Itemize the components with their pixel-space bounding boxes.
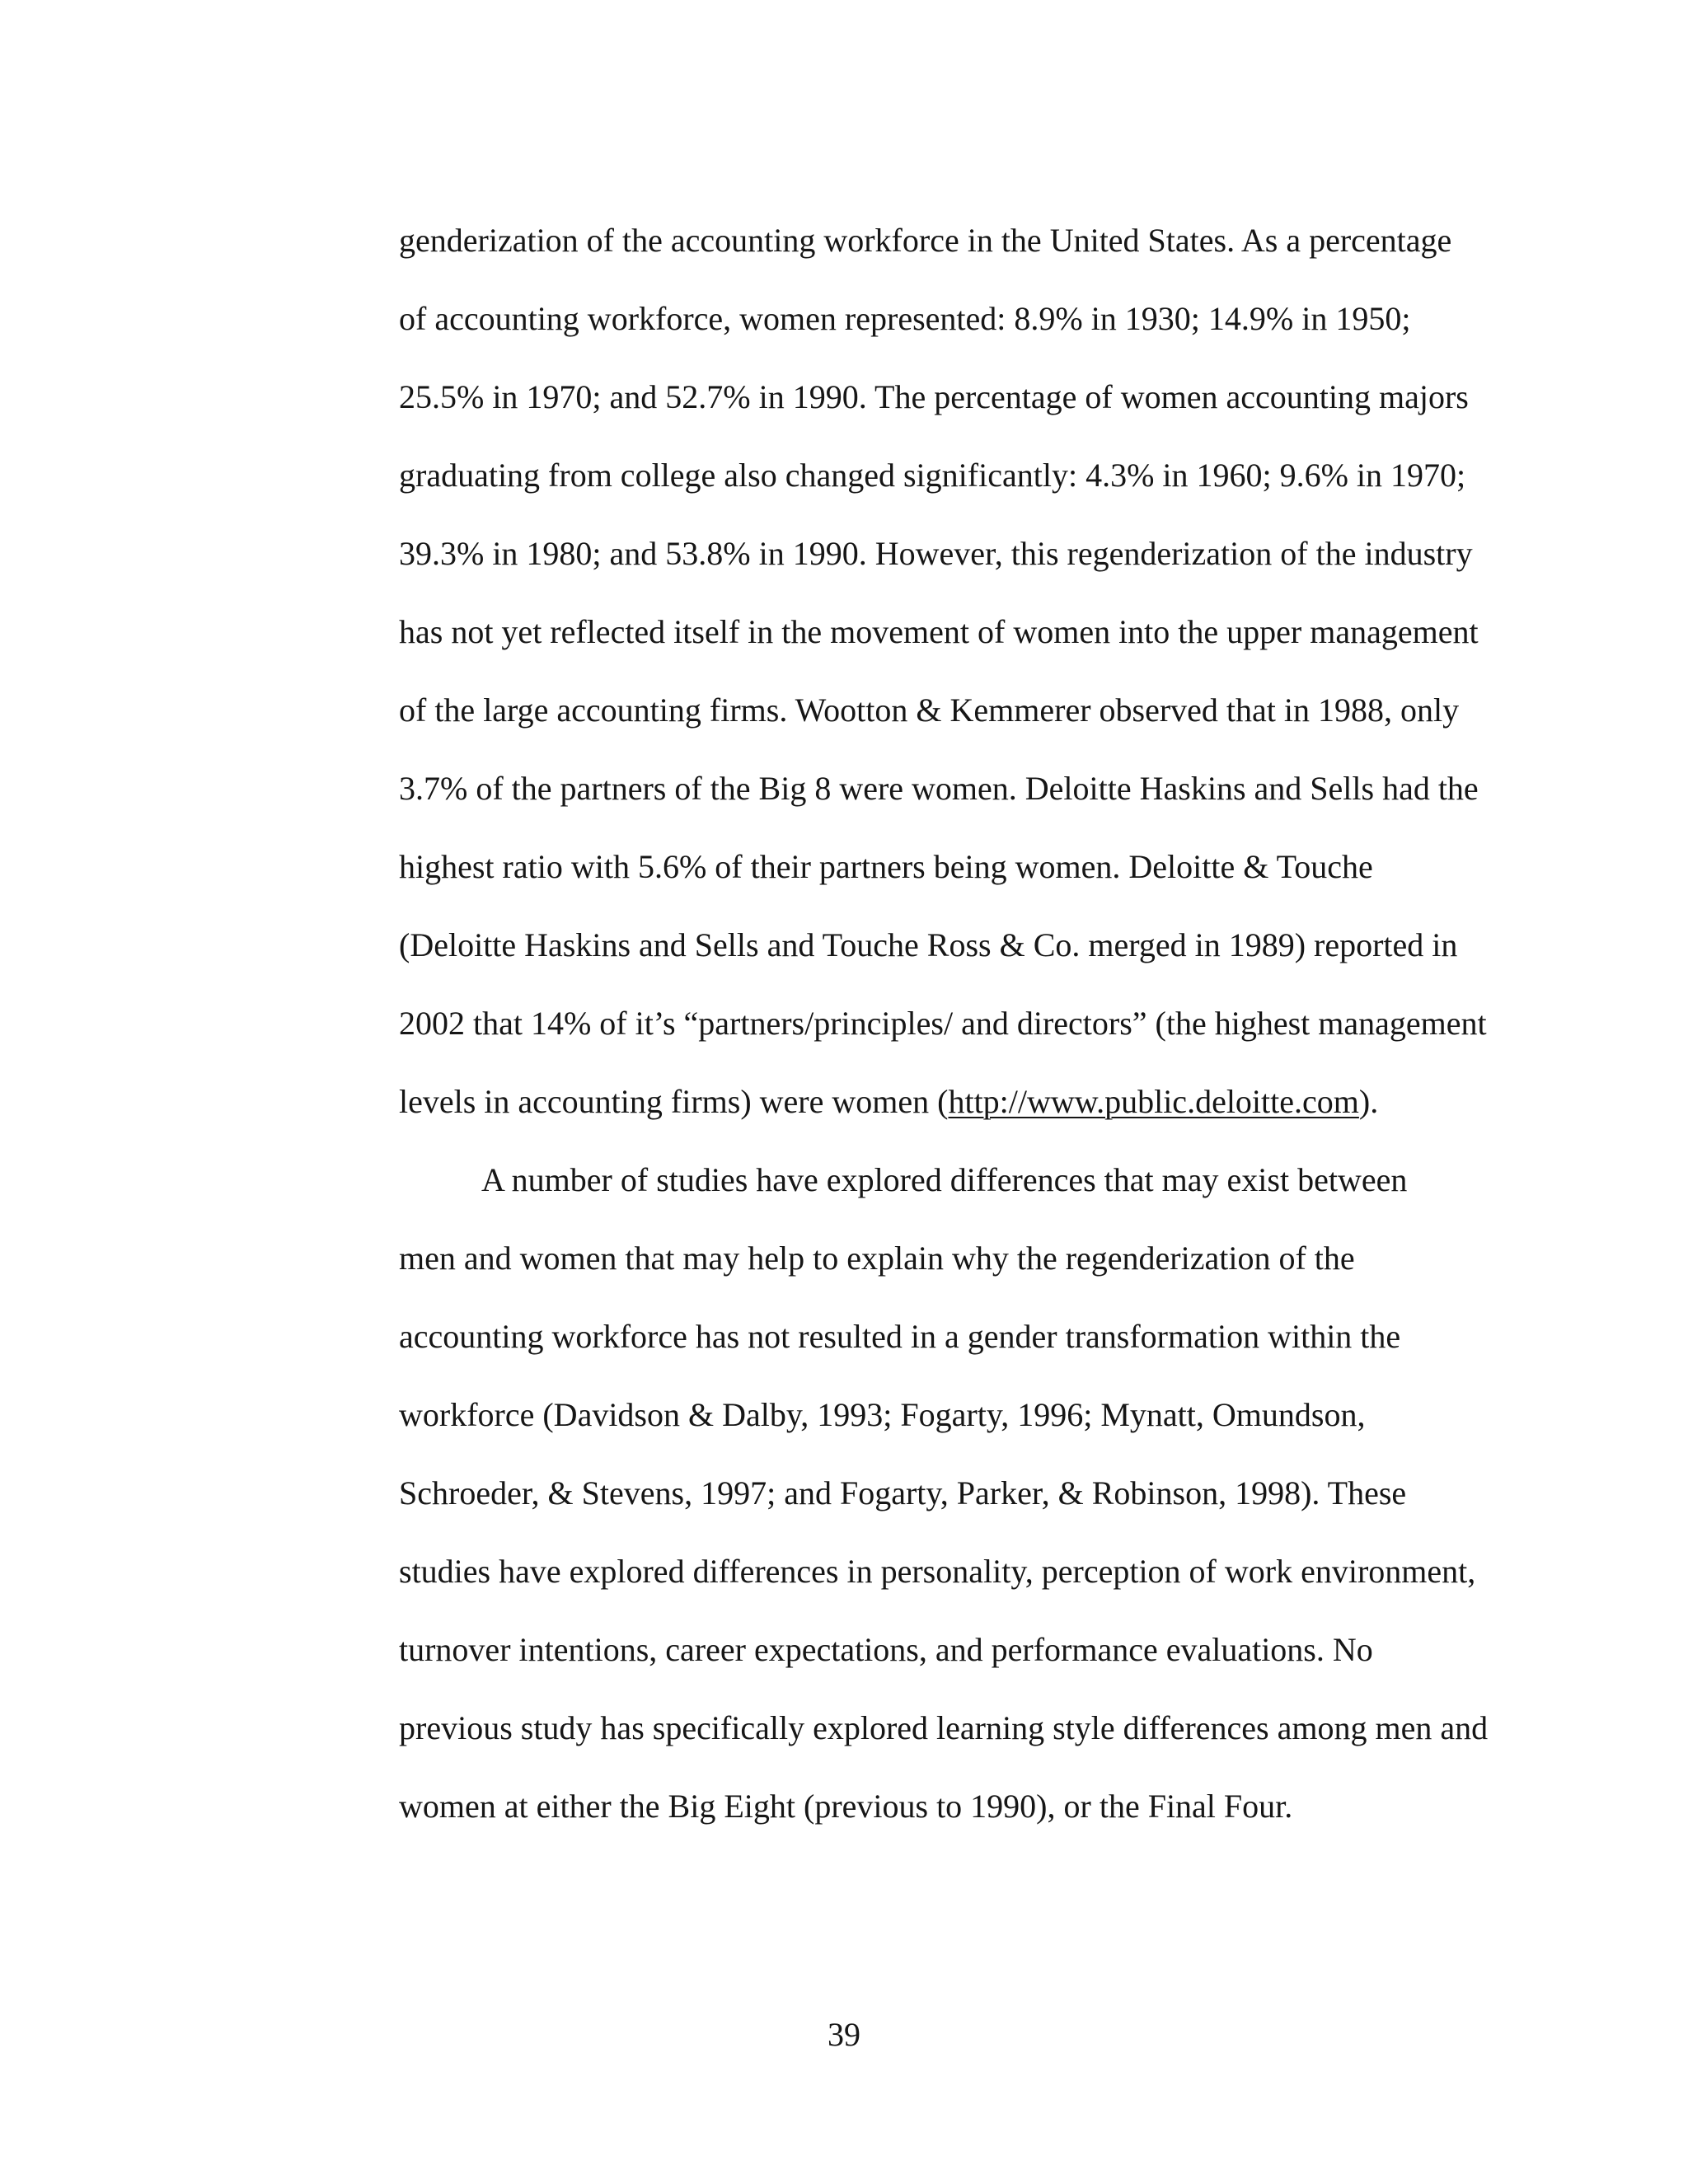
paragraph-1-line-10: (Deloitte Haskins and Sells and Touche Ross & Co. merged in 1989) reported in	[399, 926, 1458, 963]
paragraph-1-line-4: graduating from college also changed significantly: 4.3% in 1960; 9.6% in 1970;	[399, 457, 1466, 494]
link-suffix-text: ).	[1358, 1083, 1379, 1120]
paragraph-1-line-12	[399, 1077, 1378, 1155]
paragraph-2-line-7: turnover intentions, career expectations, and performance evaluations. No	[399, 1631, 1373, 1668]
paragraph-1-line-11: 2002 that 14% of it’s “partners/principles/ and directors” (the highest management	[399, 1005, 1487, 1042]
paragraph-1-line-9: highest ratio with 5.6% of their partners being women. Deloitte & Touche	[399, 848, 1373, 885]
paragraph-1-line-6: has not yet reflected itself in the movement of women into the upper management	[399, 613, 1479, 650]
paragraph-2-line-8: previous study has specifically explored learning style differences among men and	[399, 1709, 1489, 1746]
paragraph-2-line-4: workforce (Davidson & Dalby, 1993; Fogarty, 1996; Mynatt, Omundson,	[399, 1396, 1366, 1433]
paragraph-1-line-7: of the large accounting firms. Wootton & Kemmerer observed that in 1988, only	[399, 691, 1460, 729]
paragraph-1-line-3: 25.5% in 1970; and 52.7% in 1990. The percentage of women accounting majors	[399, 378, 1469, 415]
paragraph-2-line-6: studies have explored differences in personality, perception of work environment,	[399, 1553, 1476, 1590]
paragraph-1-line-8: 3.7% of the partners of the Big 8 were women. Deloitte Haskins and Sells had the	[399, 770, 1479, 807]
paragraph-1-line-2: of accounting workforce, women represented: 8.9% in 1930; 14.9% in 1950;	[399, 300, 1411, 337]
paragraph-2-line-3: accounting workforce has not resulted in a gender transformation within the	[399, 1318, 1401, 1355]
paragraph-2-line-9: women at either the Big Eight (previous to 1990), or the Final Four.	[399, 1788, 1293, 1825]
paragraph-1-line-5: 39.3% in 1980; and 53.8% in 1990. However, this regenderization of the industry	[399, 535, 1473, 572]
link-prefix-text: levels in accounting firms) were women (	[399, 1083, 949, 1120]
paragraph-2-line-5: Schroeder, & Stevens, 1997; and Fogarty, Parker, & Robinson, 1998). These	[399, 1474, 1407, 1511]
deloitte-link[interactable]: http://www.public.deloitte.com	[948, 1083, 1359, 1120]
paragraph-1-line-1: genderization of the accounting workforce in the United States. As a percentage	[399, 222, 1452, 259]
paragraph-2-line-2: men and women that may help to explain why the regenderization of the	[399, 1240, 1355, 1277]
page-number: 39	[828, 2016, 860, 2053]
paragraph-2-line-1: A number of studies have explored differences that may exist between	[481, 1161, 1408, 1198]
